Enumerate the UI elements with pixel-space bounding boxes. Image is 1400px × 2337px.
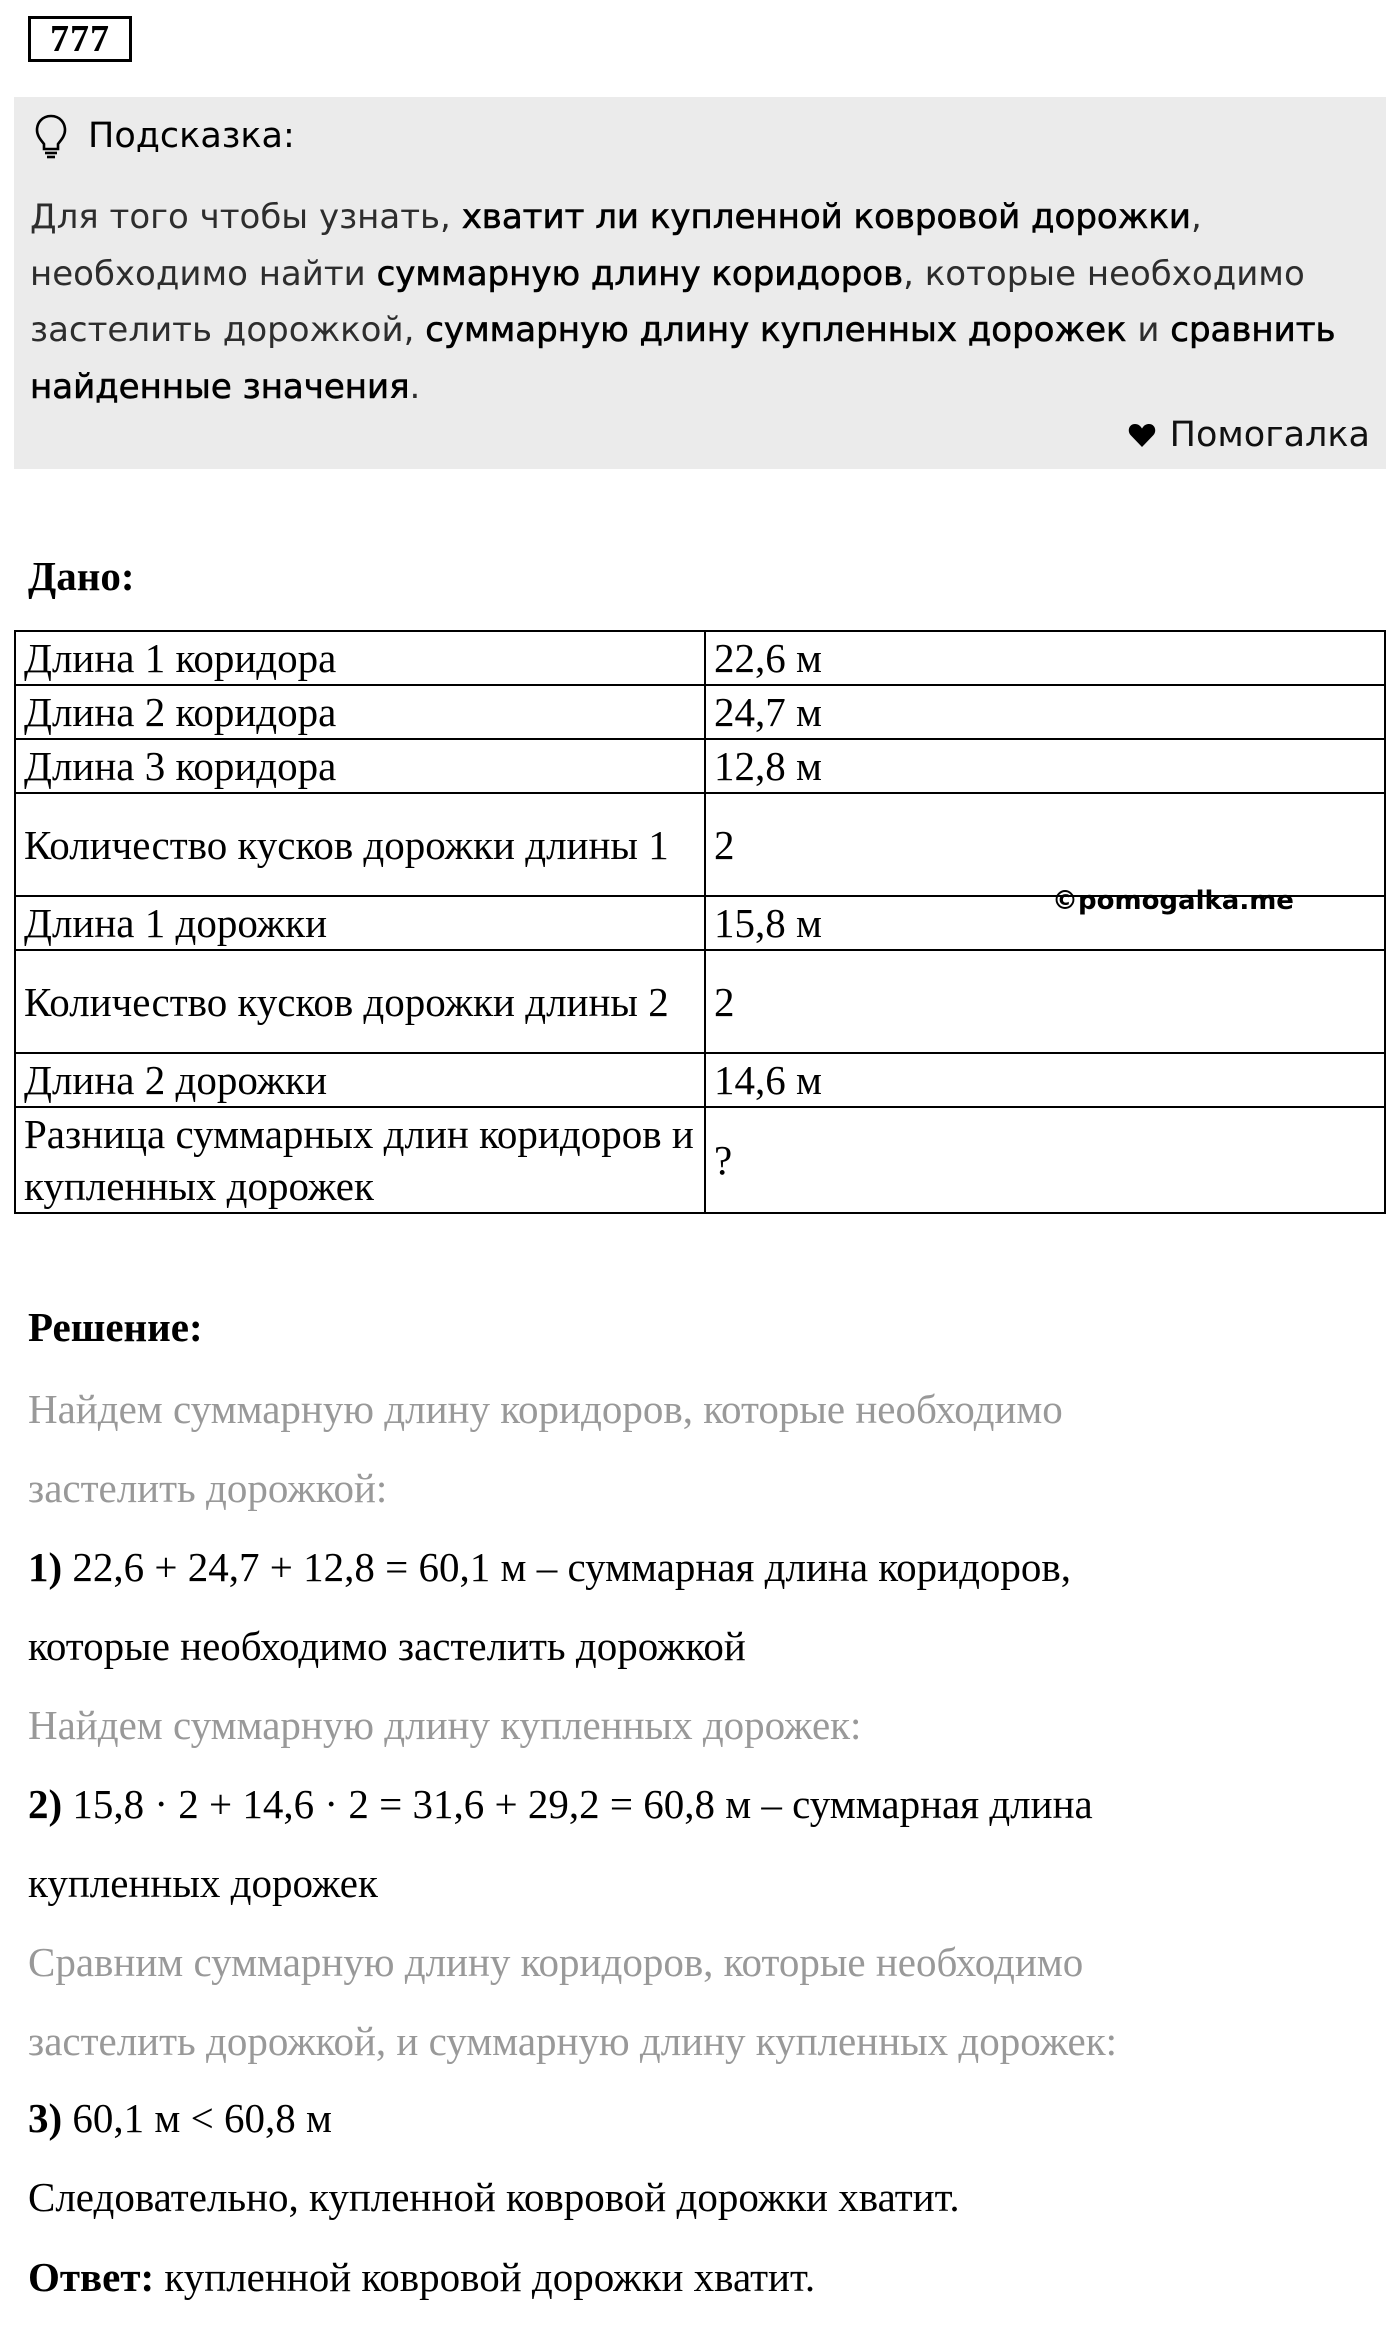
intro3-line2: застелить дорожкой, и суммарную длину купленных дорожек: (28, 2018, 1118, 2064)
row-label: Длина 3 коридора (15, 739, 705, 793)
step2-line2: купленных дорожек (28, 1860, 378, 1906)
table-row (15, 1053, 1385, 1107)
row-label: Длина 2 дорожки (15, 1053, 705, 1107)
row-value: 2 (705, 950, 1385, 1053)
hint-text (30, 189, 1340, 415)
table-row (15, 793, 1385, 896)
row-label: Длина 1 дорожки (15, 896, 705, 950)
row-value: 14,6 м (705, 1053, 1385, 1107)
hint-fragment: Для того чтобы узнать, (30, 197, 462, 237)
row-label: Длина 1 коридора (15, 631, 705, 685)
step2-number: 2) (28, 1781, 63, 1827)
row-value: 22,6 м (705, 631, 1385, 685)
step3-text: 60,1 м < 60,8 м (62, 2095, 332, 2141)
signature (1128, 415, 1370, 455)
hint-emphasis: сравнить найденные значения (30, 310, 1336, 407)
table-row (15, 950, 1385, 1053)
step1-line2: которые необходимо застелить дорожкой (28, 1623, 746, 1669)
row-value: ? (705, 1107, 1385, 1213)
row-label: Длина 2 коридора (15, 685, 705, 739)
answer-text: купленной ковровой дорожки хватит. (154, 2254, 816, 2300)
row-label: Количество кусков дорожки длины 1 (15, 793, 705, 896)
hint-fragment: . (409, 366, 421, 407)
given-table (14, 630, 1386, 1214)
step1-text: 22,6 + 24,7 + 12,8 = 60,1 м – суммарная длина коридоров, (62, 1544, 1072, 1590)
hint-emphasis: суммарную длину коридоров (376, 253, 904, 294)
intro1-line1: Найдем суммарную длину коридоров, которые необходимо (28, 1386, 1063, 1432)
row-label: Разница суммарных длин коридоров и купленных дорожек (15, 1107, 705, 1213)
hint-emphasis: суммарную длину купленных дорожек (425, 310, 1127, 350)
row-value: 2 (705, 793, 1385, 896)
task-number: 777 (28, 16, 132, 62)
step2-line1 (28, 1780, 1093, 1828)
intro3-line1: Сравним суммарную длину коридоров, которые необходимо (28, 1939, 1084, 1985)
lightbulb-icon (34, 113, 68, 159)
hint-title: Подсказка: (88, 116, 295, 156)
table-row (15, 739, 1385, 793)
answer-label: Ответ: (28, 2254, 155, 2300)
intro2: Найдем суммарную длину купленных дорожек: (28, 1702, 862, 1748)
row-label: Количество кусков дорожки длины 2 (15, 950, 705, 1053)
step3-line1 (28, 2094, 332, 2142)
table-row (15, 631, 1385, 685)
given-title: Дано: (28, 553, 135, 599)
conclusion: Следовательно, купленной ковровой дорожки хватит. (28, 2174, 960, 2220)
answer-line (28, 2253, 815, 2301)
heart-icon (1128, 422, 1156, 448)
step1-line1 (28, 1543, 1071, 1591)
row-value: 24,7 м (705, 685, 1385, 739)
hint-box (14, 97, 1386, 469)
step1-number: 1) (28, 1544, 63, 1590)
step3-number: 3) (28, 2095, 63, 2141)
watermark: ©pomogalka.me (1052, 886, 1294, 916)
hint-header (34, 111, 295, 161)
hint-fragment: , необходимо найти (30, 197, 1202, 294)
table-row (15, 1107, 1385, 1213)
hint-emphasis: хватит ли купленной ковровой дорожки (461, 197, 1191, 237)
solution-title: Решение: (28, 1304, 203, 1350)
signature-text: Помогалка (1169, 415, 1370, 455)
step2-text: 15,8 · 2 + 14,6 · 2 = 31,6 + 29,2 = 60,8 м – суммарная длина (62, 1781, 1093, 1827)
hint-fragment: , которые необходимо застелить дорожкой, (30, 253, 1305, 350)
row-value: 15,8 м (705, 896, 1385, 950)
hint-fragment: и (1126, 310, 1171, 350)
table-row (15, 685, 1385, 739)
row-value: 12,8 м (705, 739, 1385, 793)
intro1-line2: застелить дорожкой: (28, 1465, 388, 1511)
